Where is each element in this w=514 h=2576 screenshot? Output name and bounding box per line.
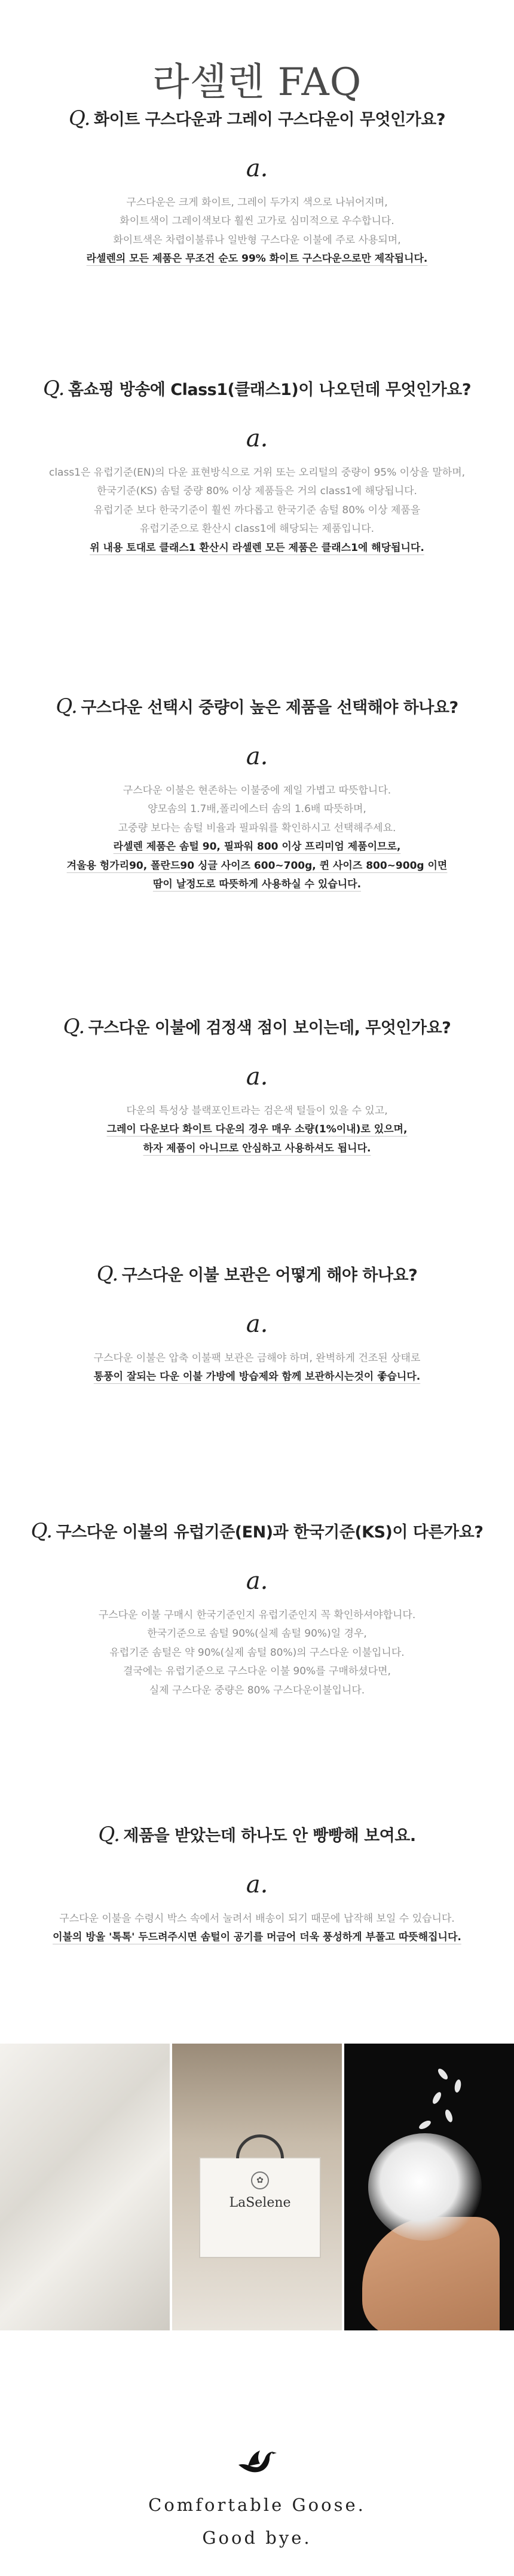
- packaging-bag-photo: [172, 2044, 342, 2330]
- product-photo-strip: [0, 2044, 514, 2330]
- brand-logo-icon: ✿: [251, 2171, 269, 2189]
- faq-question-text: 홈쇼핑 방송에 Class1(클래스1)이 나오던데 무엇인가요?: [68, 381, 471, 399]
- answer-line: 한국기준(KS) 솜털 중량 80% 이상 제품들은 거의 class1에 해당됩니다.: [97, 485, 417, 498]
- closing-line-1: Comfortable Goose.: [148, 2495, 366, 2515]
- bag-brand-label: LaSelene: [229, 2195, 291, 2210]
- faq-item: [0, 106, 514, 269]
- question-mark-label: Q.: [63, 1015, 85, 1039]
- answer-line: 통풍이 잘되는 다운 이불 가방에 방습제와 함께 보관하시는것이 좋습니다.: [93, 1371, 421, 1383]
- faq-answer: [0, 782, 514, 895]
- faq-question: [0, 1823, 514, 1846]
- answer-mark-label: a.: [246, 1310, 268, 1338]
- answer-line: class1은 유럽기준(EN)의 다운 표현방식으로 거위 또는 오리털의 중량이 95% 이상을 말하며,: [48, 467, 466, 479]
- feather-icon: [454, 2079, 462, 2093]
- faq-answer: [0, 464, 514, 558]
- answer-mark-label: a.: [246, 425, 268, 452]
- down-cluster: [368, 2133, 482, 2241]
- question-mark-label: Q.: [96, 1262, 118, 1286]
- faq-question-text: 제품을 받았는데 하나도 안 빵빵해 보여요.: [123, 1827, 416, 1845]
- answer-line: 이불의 방울 '톡톡' 두드려주시면 솜털이 공기를 머금어 더욱 풍성하게 부풀고 따뜻해집니다.: [53, 1931, 461, 1944]
- answer-mark-label: a.: [246, 743, 268, 770]
- closing-line-2: Good bye.: [202, 2528, 312, 2548]
- answer-line: 구스다운 이불은 압축 이불팩 보관은 금해야 하며, 완벽하게 건조된 상태로: [93, 1352, 421, 1364]
- faq-question: [0, 1262, 514, 1286]
- answer-line: 라셀렌 제품은 솜털 90, 필파워 800 이상 프리미엄 제품이므로,: [113, 841, 401, 853]
- faq-question-text: 구스다운 이불에 검정색 점이 보이는데, 무엇인가요?: [88, 1019, 451, 1037]
- faq-item: [0, 1823, 514, 1947]
- faq-item: [0, 376, 514, 558]
- faq-question: [0, 1519, 514, 1543]
- faq-item: [0, 1015, 514, 1158]
- answer-line: 실제 구스다운 중량은 80% 구스다운이불입니다.: [149, 1684, 365, 1696]
- question-mark-label: Q.: [30, 1519, 53, 1543]
- answer-line: 위 내용 토대로 클래스1 환산시 라셀렌 모든 제품은 클래스1에 해당됩니다.: [90, 541, 424, 554]
- answer-line: 다운의 특성상 블랙포인트라는 검은색 털들이 있을 수 있고,: [126, 1105, 388, 1117]
- faq-answer: [0, 1349, 514, 1387]
- answer-line: 구스다운 이불은 현존하는 이불중에 제일 가볍고 따뜻합니다.: [123, 785, 391, 797]
- answer-line: 화이트색은 차렵이불류나 일반형 구스다운 이불에 주로 사용되며,: [113, 234, 401, 246]
- question-mark-label: Q.: [98, 1823, 120, 1846]
- answer-line: 하자 제품이 아니므로 안심하고 사용하셔도 됩니다.: [143, 1142, 371, 1154]
- faq-answer: [0, 1102, 514, 1158]
- answer-mark-label: a.: [246, 1871, 268, 1898]
- answer-mark-label: a.: [246, 155, 268, 182]
- feather-icon: [436, 2067, 449, 2081]
- answer-line: 한국기준으로 솜털 90%(실제 솜털 90%)일 경우,: [147, 1628, 367, 1640]
- answer-line: 양모솜의 1.7배,폴리에스터 솜의 1.6배 따뜻하며,: [148, 803, 366, 816]
- answer-line: 결국에는 유럽기준으로 구스다운 이불 90%를 구매하셨다면,: [123, 1665, 391, 1678]
- answer-line: 구스다운은 크게 화이트, 그레이 두가지 색으로 나뉘어지며,: [126, 197, 388, 209]
- faq-item: [0, 694, 514, 895]
- laselene-bag: [199, 2157, 321, 2258]
- feather-icon: [418, 2119, 432, 2131]
- faq-item: [0, 1519, 514, 1700]
- answer-mark-label: a.: [246, 1567, 268, 1595]
- page-title: 라셀렌 FAQ: [152, 60, 362, 105]
- faq-answer: [0, 1606, 514, 1700]
- answer-line: 화이트색이 그레이색보다 훨씬 고가로 심미적으로 우수합니다.: [120, 215, 394, 228]
- feather-icon: [444, 2109, 454, 2123]
- down-in-hand-photo: [344, 2044, 514, 2330]
- answer-line: 땀이 날정도로 따뜻하게 사용하실 수 있습니다.: [152, 878, 362, 891]
- faq-question: [0, 376, 514, 400]
- answer-line: 유럽기준 보다 한국기준이 훨씬 까다롭고 한국기준 솜털 80% 이상 제품을: [93, 504, 421, 516]
- faq-answer: [0, 194, 514, 269]
- question-mark-label: Q.: [69, 106, 90, 130]
- faq-question-text: 구스다운 이불 보관은 어떻게 해야 하나요?: [121, 1266, 418, 1285]
- answer-line: 겨울용 헝가리90, 폴란드90 싱글 사이즈 600~700g, 퀸 사이즈 800~900g 이면: [66, 859, 448, 872]
- faq-item: [0, 1262, 514, 1387]
- faq-question-text: 구스다운 이불의 유럽기준(EN)과 한국기준(KS)이 다른가요?: [56, 1523, 484, 1542]
- goose-logo-icon: [236, 2447, 278, 2477]
- duvet-closeup-photo: [0, 2044, 170, 2330]
- answer-line: 구스다운 이불 구매시 한국기준인지 유럽기준인지 꼭 확인하셔야합니다.: [98, 1609, 416, 1621]
- answer-line: 유럽기준으로 환산시 class1에 해당되는 제품입니다.: [139, 523, 375, 535]
- faq-answer: [0, 1910, 514, 1947]
- question-mark-label: Q.: [56, 694, 78, 718]
- question-mark-label: Q.: [42, 376, 65, 400]
- answer-line: 고중량 보다는 솜털 비율과 필파워를 확인하시고 선택해주세요.: [118, 822, 396, 834]
- faq-question: [0, 1015, 514, 1039]
- faq-question: [0, 106, 514, 130]
- faq-question-text: 구스다운 선택시 중량이 높은 제품을 선택해야 하나요?: [81, 699, 458, 717]
- answer-mark-label: a.: [246, 1063, 268, 1091]
- answer-line: 라셀렌의 모든 제품은 무조건 순도 99% 화이트 구스다운으로만 제작됩니다.: [86, 253, 428, 265]
- faq-question: [0, 694, 514, 718]
- answer-line: 그레이 다운보다 화이트 다운의 경우 매우 소량(1%이내)로 있으며,: [106, 1123, 408, 1136]
- faq-question-text: 화이트 구스다운과 그레이 구스다운이 무엇인가요?: [94, 111, 445, 129]
- feather-icon: [431, 2091, 443, 2105]
- answer-line: 구스다운 이불을 수령시 박스 속에서 눌려서 배송이 되기 때문에 납작해 보일 수 있습니다.: [59, 1913, 455, 1925]
- bag-handle: [236, 2134, 284, 2158]
- answer-line: 유럽기준 솜털은 약 90%(실제 솜털 80%)의 구스다운 이불입니다.: [109, 1646, 405, 1659]
